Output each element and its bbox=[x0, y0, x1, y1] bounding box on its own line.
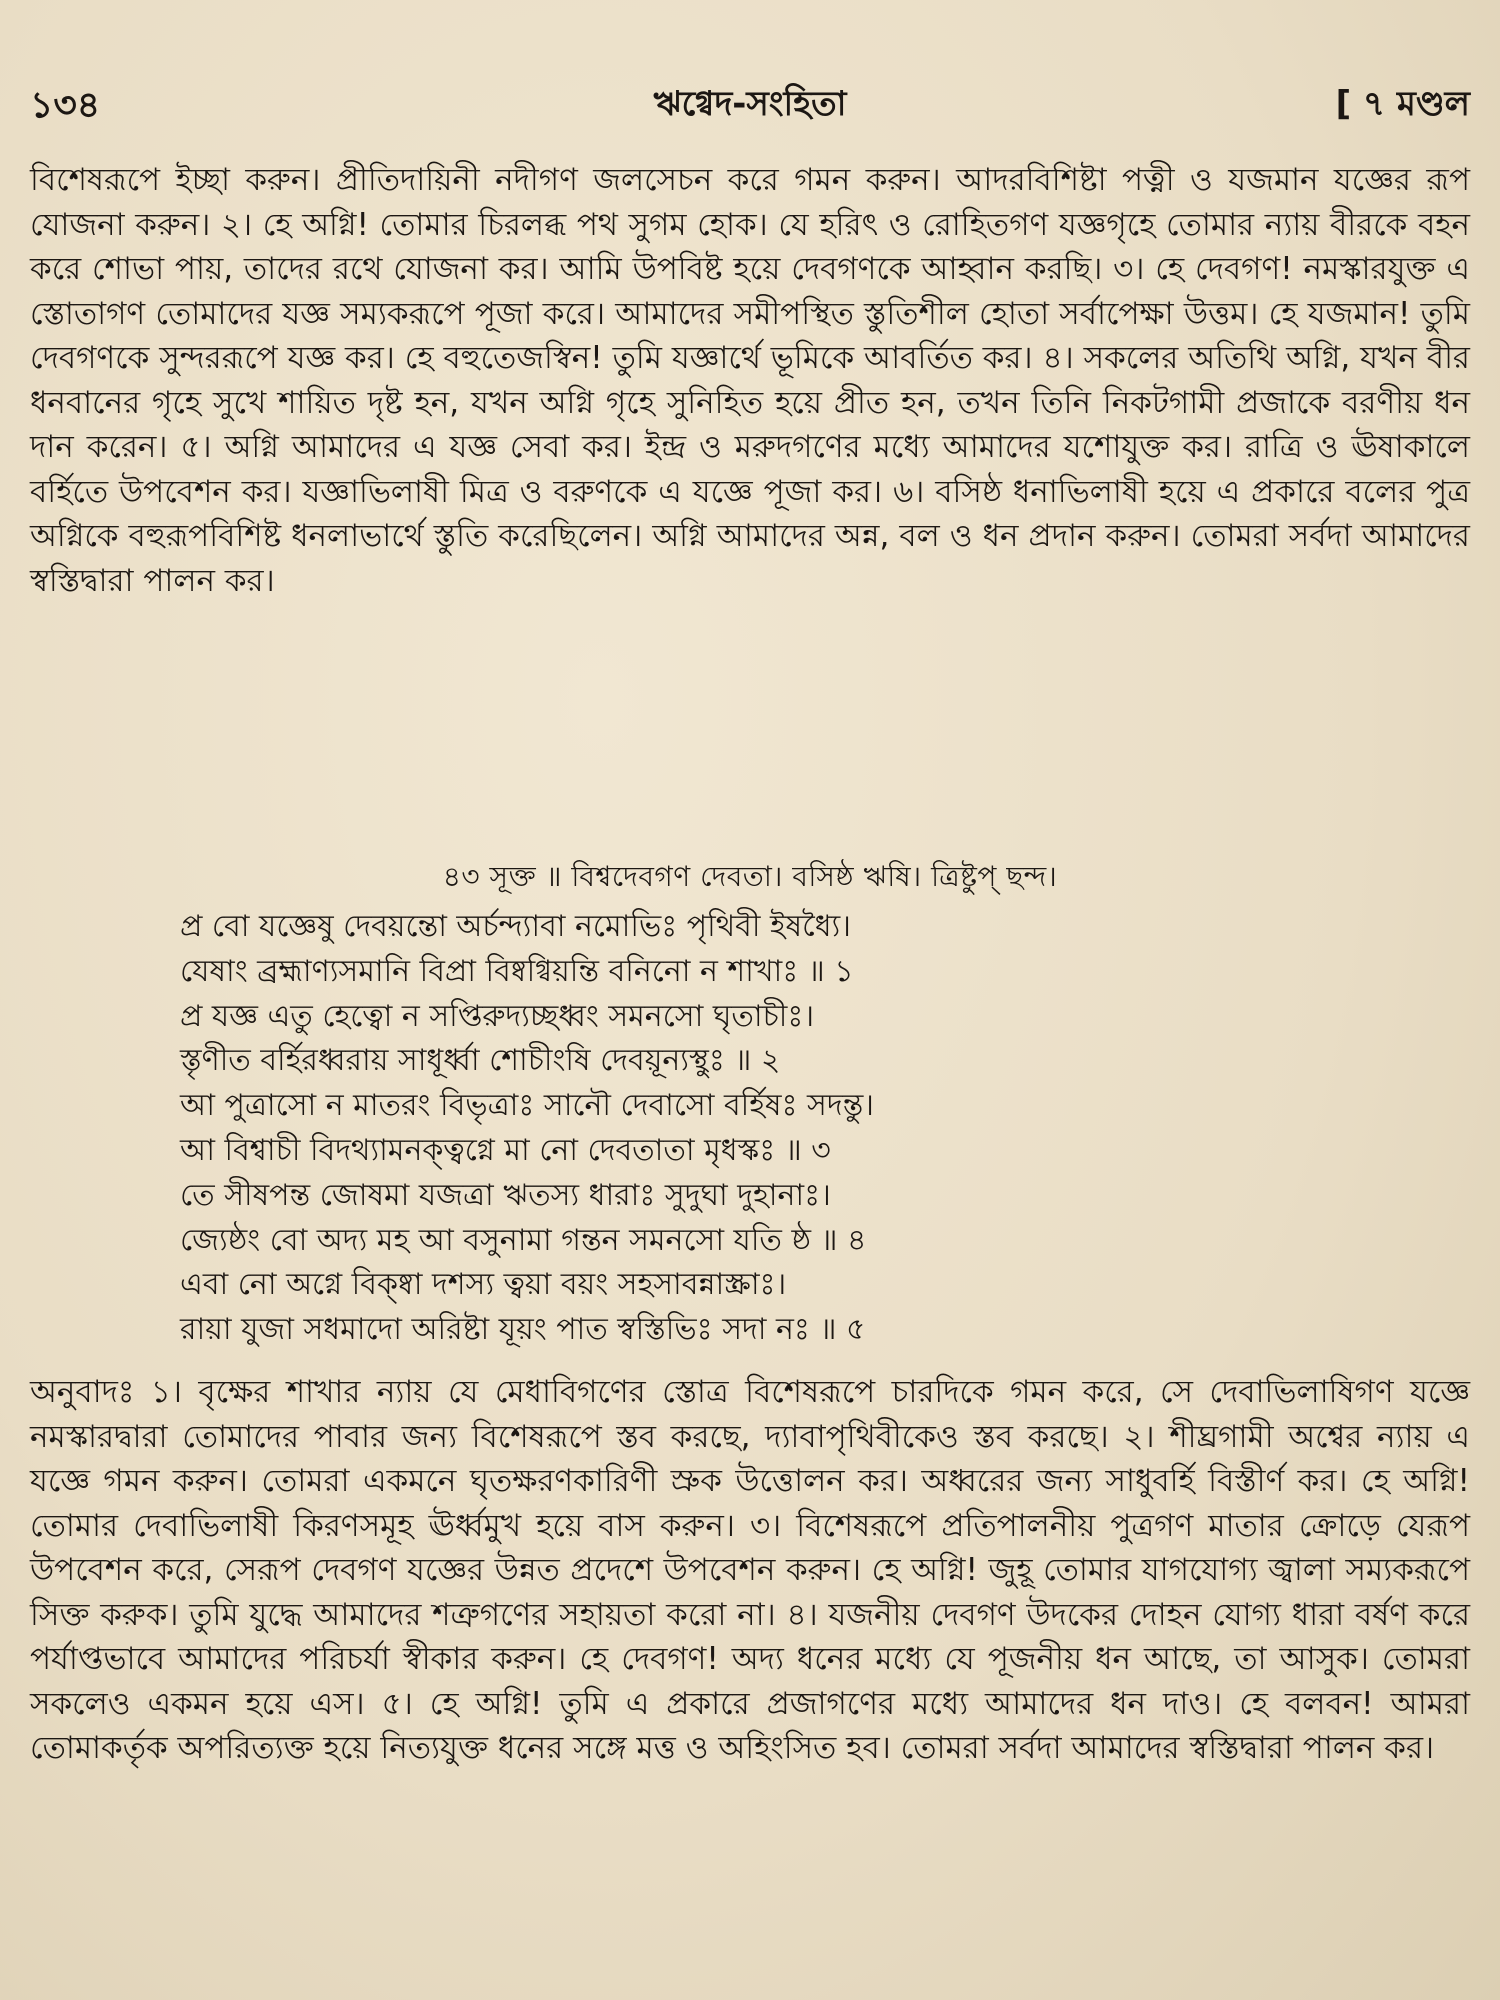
verse-line: প্র যজ্ঞ এতু হেত্বো ন সপ্তিরুদ্যচ্ছধ্বং সমনসো ঘৃতাচীঃ। bbox=[180, 998, 815, 1034]
page-header bbox=[30, 78, 1470, 138]
verse-line: যেষাং ব্রহ্মাণ্যসমানি বিপ্রা বিষ্বগ্বিয়ন্তি বনিনো ন শাখাঃ ॥ ১ bbox=[180, 953, 854, 989]
sanskrit-verses bbox=[180, 905, 1330, 1353]
verse-line: এবা নো অগ্নে বিক্ষ্বা দশস্য ত্বয়া বয়ং সহসাবন্নাস্ক্রাঃ। bbox=[180, 1267, 787, 1303]
verse-line: জ্যেষ্ঠং বো অদ্য মহ আ বসুনামা গন্তন সমনসো যতি ষ্ঠ ॥ ৪ bbox=[180, 1222, 867, 1258]
translation-paragraph: অনুবাদঃ ১। বৃক্ষের শাখার ন্যায় যে মেধাবিগণের স্তোত্র বিশেষরূপে চারদিকে গমন করে, সে দেবাভিলাষিগণ যজ্ঞে নমস্কারদ্বারা তোমাদের পাবার জন্য বিশেষরূপে স্তব করছে, দ্যাবাপৃথিবীকেও স্তব করছে। ২। শীঘ্রগামী অশ্বের ন্যায় এ যজ্ঞে গমন করুন। তোমরা একমনে ঘৃতক্ষরণকারিণী স্রুক উত্তোলন কর। অধ্বরের জন্য সাধুবর্হি বিস্তীর্ণ কর। হে অগ্নি! তোমার দেবাভিলাষী কিরণসমূহ ঊর্ধ্বমুখ হয়ে বাস করুন। ৩। বিশেষরূপে প্রতিপালনীয় পুত্রগণ মাতার ক্রোড়ে যেরূপ উপবেশন করে, সেরূপ দেবগণ যজ্ঞের উন্নত প্রদেশে উপবেশন করুন। হে অগ্নি! জুহূ তোমার যাগযোগ্য জ্বালা সম্যকরূপে সিক্ত করুক। তুমি যুদ্ধে আমাদের শত্রুগণের সহায়তা করো না। ৪। যজনীয় দেবগণ উদকের দোহন যোগ্য ধারা বর্ষণ করে পর্যাপ্তভাবে আমাদের পরিচর্যা স্বীকার করুন। হে দেবগণ! অদ্য ধনের মধ্যে যে পূজনীয় ধন আছে, তা আসুক। তোমরা সকলেও একমন হয়ে এস। ৫। হে অগ্নি! তুমি এ প্রকারে প্রজাগণের মধ্যে আমাদের ধন দাও। হে বলবন! আমরা তোমাকর্তৃক অপরিত্যক্ত হয়ে নিত্যযুক্ত ধনের সঙ্গে মত্ত ও অহিংসিত হব। তোমরা সর্বদা আমাদের স্বস্তিদ্বারা পালন কর। bbox=[30, 1374, 1470, 1766]
verse-line: আ বিশ্বাচী বিদথ্যামনক্ত্বগ্নে মা নো দেবতাতা মৃধস্কঃ ॥ ৩ bbox=[180, 1132, 831, 1168]
section-marker: [ ৭ মণ্ডল bbox=[1335, 84, 1470, 124]
verse-line: স্তৃণীত বর্হিরধ্বরায় সাধূর্ধ্বা শোচীংষি দেবয়ূন্যস্থুঃ ॥ ২ bbox=[180, 1043, 781, 1079]
page-number: ১৩৪ bbox=[30, 85, 101, 126]
verse-line: প্র বো যজ্ঞেষু দেবয়ন্তো অর্চন্দ্যাবা নমোভিঃ পৃথিবী ইষধ্যৈ। bbox=[180, 909, 851, 944]
verse-line: রায়া যুজা সধমাদো অরিষ্টা যূয়ং পাত স্বস্তিভিঃ সদা নঃ ॥ ৫ bbox=[180, 1312, 866, 1348]
verse-line: তে সীষপন্ত জোষমা যজত্রা ঋতস্য ধারাঃ সুদুঘা দুহানাঃ। bbox=[180, 1177, 831, 1213]
verse-line: আ পুত্রাসো ন মাতরং বিভৃত্রাঃ সানৌ দেবাসো বর্হিষঃ সদন্তু। bbox=[180, 1088, 875, 1124]
translation-continued-paragraph: বিশেষরূপে ইচ্ছা করুন। প্রীতিদায়িনী নদীগণ জলসেচন করে গমন করুন। আদরবিশিষ্টা পত্নী ও যজমান যজ্ঞের রূপ যোজনা করুন। ২। হে অগ্নি! তোমার চিরলব্ধ পথ সুগম হোক। যে হরিৎ ও রোহিতগণ যজ্ঞগৃহে তোমার ন্যায় বীরকে বহন করে শোভা পায়, তাদের রথে যোজনা কর। আমি উপবিষ্ট হয়ে দেবগণকে আহ্বান করছি। ৩। হে দেবগণ! নমস্কারযুক্ত এ স্তোতাগণ তোমাদের যজ্ঞ সম্যকরূপে পূজা করে। আমাদের সমীপস্থিত স্তুতিশীল হোতা সর্বাপেক্ষা উত্তম। হে যজমান! তুমি দেবগণকে সুন্দররূপে যজ্ঞ কর। হে বহুতেজস্বিন! তুমি যজ্ঞার্থে ভূমিকে আবর্তিত কর। ৪। সকলের অতিথি অগ্নি, যখন বীর ধনবানের গৃহে সুখে শায়িত দৃষ্ট হন, যখন অগ্নি গৃহে সুনিহিত হয়ে প্রীত হন, তখন তিনি নিকটগামী প্রজাকে বরণীয় ধন দান করেন। ৫। অগ্নি আমাদের এ যজ্ঞ সেবা কর। ইন্দ্র ও মরুদগণের মধ্যে আমাদের যশোযুক্ত কর। রাত্রি ও ঊষাকালে বর্হিতে উপবেশন কর। যজ্ঞাভিলাষী মিত্র ও বরুণকে এ যজ্ঞে পূজা কর। ৬। বসিষ্ঠ ধনাভিলাষী হয়ে এ প্রকারে বলের পুত্র অগ্নিকে বহুরূপবিশিষ্ট ধনলাভার্থে স্তুতি করেছিলেন। অগ্নি আমাদের অন্ন, বল ও ধন প্রদান করুন। তোমরা সর্বদা আমাদের স্বস্তিদ্বারা পালন কর। bbox=[30, 162, 1470, 599]
book-title: ঋগ্বেদ-সংহিতা bbox=[653, 84, 847, 124]
sukta-heading: ৪৩ সূক্ত ॥ বিশ্বদেবগণ দেবতা। বসিষ্ঠ ঋষি। ত্রিষ্টুপ্ ছন্দ। bbox=[442, 860, 1058, 893]
